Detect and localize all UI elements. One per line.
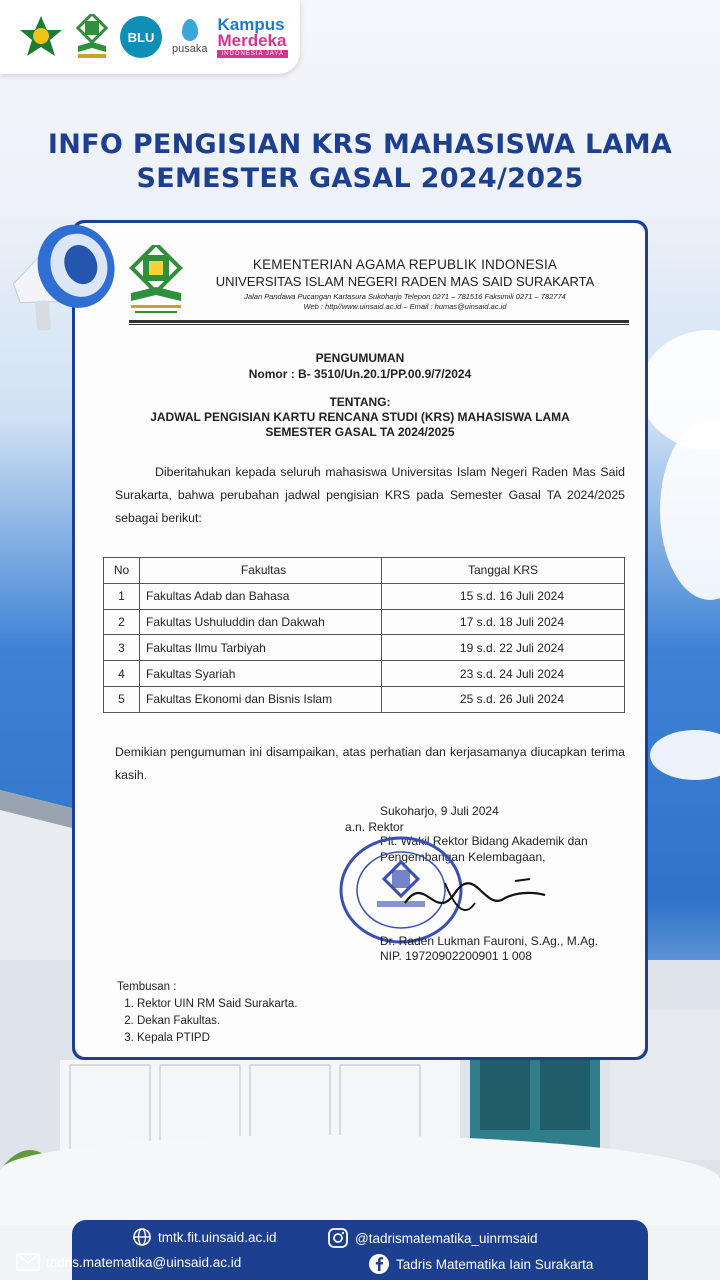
footer-instagram[interactable] (327, 1227, 538, 1249)
table-row (104, 609, 625, 635)
letterhead-address: Jalan Pandawa Pucangan Kartasura Sukoharjo Telepon 0271 – 781516 Faksimili 0271 – 782774 (244, 292, 566, 301)
cloud (650, 730, 720, 780)
subject-line-2: SEMESTER GASAL TA 2024/2025 (265, 425, 455, 439)
row-fakultas: Fakultas Syariah (140, 661, 382, 687)
row-no: 4 (104, 661, 140, 687)
header-tanggal: Tanggal KRS (382, 558, 625, 584)
subject-line-1: JADWAL PENGISIAN KARTU RENCANA STUDI (KRS) MAHASISWA LAMA (150, 410, 570, 424)
email-label: tadris.matematika@uinsaid.ac.id (46, 1254, 242, 1270)
kampus-label: Kampus (217, 14, 285, 34)
uin-emblem-icon (125, 245, 187, 317)
footer-email[interactable] (16, 1253, 241, 1271)
pusaka-label: pusaka (172, 43, 208, 55)
title-line-1: INFO PENGISIAN KRS MAHASISWA LAMA (47, 129, 673, 160)
tembusan-item: 1. Rektor UIN RM Said Surakarta. (137, 996, 297, 1013)
header-fakultas: Fakultas (140, 558, 382, 584)
instagram-label: @tadrismatematika_uinrmsaid (355, 1230, 538, 1246)
signature-an: a.n. Rektor (345, 820, 404, 834)
kemenag-logo (18, 14, 64, 60)
megaphone-icon (0, 195, 130, 335)
kampus-merdeka-logo (217, 14, 287, 58)
signatory-nip: NIP. 19720902200901 1 008 (380, 949, 532, 963)
mail-icon (16, 1253, 40, 1271)
pusaka-logo (172, 19, 207, 55)
row-no: 3 (104, 635, 140, 661)
globe-icon (132, 1227, 152, 1247)
facebook-icon (368, 1253, 390, 1275)
row-tanggal: 19 s.d. 22 Juli 2024 (382, 635, 625, 661)
letterhead-rule (129, 320, 629, 323)
row-fakultas: Fakultas Ekonomi dan Bisnis Islam (140, 686, 382, 712)
row-tanggal: 23 s.d. 24 Juli 2024 (382, 661, 625, 687)
letterhead-ministry: KEMENTERIAN AGAMA REPUBLIK INDONESIA (252, 257, 558, 272)
instagram-icon (327, 1227, 349, 1249)
signatory-name: Dr. Raden Lukman Fauroni, S.Ag., M.Ag. (380, 934, 599, 948)
row-no: 2 (104, 609, 140, 635)
table-header-row (104, 558, 625, 584)
table-row (104, 635, 625, 661)
tentang-label: TENTANG: (329, 395, 391, 409)
handwritten-signature (395, 863, 555, 933)
row-tanggal: 17 s.d. 18 Juli 2024 (382, 609, 625, 635)
signature-place-date: Sukoharjo, 9 Juli 2024 (380, 804, 499, 818)
contact-footer (46, 1220, 648, 1280)
row-tanggal: 15 s.d. 16 Juli 2024 (382, 583, 625, 609)
cloud (660, 420, 720, 600)
partner-logo-bar (0, 0, 300, 74)
table-row (104, 686, 625, 712)
page-title (0, 128, 720, 196)
row-no: 5 (104, 686, 140, 712)
letterhead-web: Web : http//www.uinsaid.ac.id – Email : humas@uinsaid.ac.id (303, 302, 507, 311)
announcement-number: Nomor : B- 3510/Un.20.1/PP.00.9/7/2024 (248, 367, 472, 381)
website-label: tmtk.fit.uinsaid.ac.id (158, 1229, 277, 1245)
footer-facebook[interactable] (368, 1253, 593, 1275)
announcement-letter-frame (72, 220, 648, 1060)
table-row (104, 661, 625, 687)
row-no: 1 (104, 583, 140, 609)
row-fakultas: Fakultas Ilmu Tarbiyah (140, 635, 382, 661)
announcement-letter (75, 223, 645, 1057)
signature-role: Plt. Wakil Rektor Bidang Akademik dan Pengembangan Kelembagaan, (380, 834, 588, 864)
footer-cloud-decoration (0, 1135, 720, 1225)
header-no: No (104, 558, 140, 584)
row-fakultas: Fakultas Adab dan Bahasa (140, 583, 382, 609)
blu-logo: BLU (120, 16, 162, 58)
tembusan-section (117, 979, 297, 1047)
letterhead-rule-thin (129, 324, 629, 325)
merdeka-label: Merdeka (217, 30, 287, 50)
intro-paragraph: Diberitahukan kepada seluruh mahasiswa Universitas Islam Negeri Raden Mas Said Surakarta, bahwa perubahan jadwal pengisian KRS pada Semester Gasal TA 2024/2025 sebagai berikut: (115, 465, 625, 525)
tembusan-item: 3. Kepala PTIPD (137, 1030, 297, 1047)
letterhead (125, 245, 625, 325)
table-row (104, 583, 625, 609)
letterhead-university: UNIVERSITAS ISLAM NEGERI RADEN MAS SAID SURAKARTA (215, 274, 595, 289)
drop-icon (182, 19, 198, 41)
facebook-label: Tadris Matematika Iain Surakarta (396, 1256, 594, 1272)
title-line-2: SEMESTER GASAL 2024/2025 (136, 163, 584, 194)
footer-website[interactable] (132, 1227, 277, 1247)
closing-paragraph: Demikian pengumuman ini disampaikan, atas perhatian dan kerjasamanya diucapkan terima kasih. (115, 745, 625, 782)
row-tanggal: 25 s.d. 26 Juli 2024 (382, 686, 625, 712)
uin-rm-said-logo (74, 14, 110, 60)
row-fakultas: Fakultas Ushuluddin dan Dakwah (140, 609, 382, 635)
tembusan-item: 2. Dekan Fakultas. (137, 1013, 297, 1030)
announcement-title: PENGUMUMAN (315, 351, 405, 365)
tembusan-label: Tembusan : (117, 981, 177, 993)
krs-schedule-table (103, 557, 625, 713)
kampus-tagline: INDONESIA JAYA (217, 50, 287, 58)
